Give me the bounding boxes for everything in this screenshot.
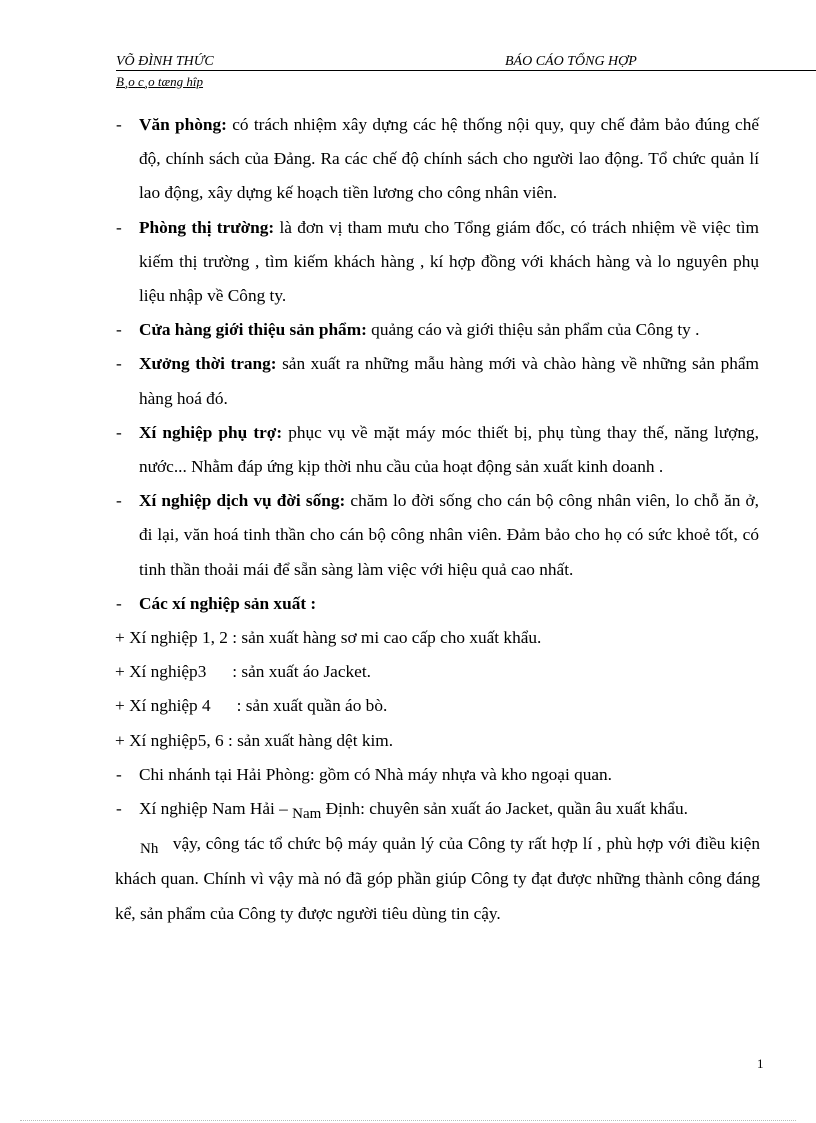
bullet-marker: -: [116, 764, 122, 784]
bullet-marker: -: [116, 354, 122, 374]
list-item-text: [139, 416, 759, 484]
list-item: [0, 108, 816, 211]
footer-rule: [20, 1120, 796, 1121]
item-heading: Cửa hàng giới thiệu sản phẩm:: [139, 320, 367, 340]
item-heading: Xí nghiệp phụ trợ:: [139, 422, 283, 442]
conclusion-lead: Nh: [140, 841, 159, 858]
header-author: VÕ ĐÌNH THỨC: [116, 54, 214, 69]
list-item: [0, 347, 816, 415]
bullet-marker: -: [116, 799, 122, 819]
sub-item-text: + Xí nghiệp3 : sản xuất áo Jacket.: [115, 662, 371, 682]
item-body: chăm lo đời sống cho cán bộ công nhân viên, lo chỗ ăn ở, đi lại, văn hoá tinh thần cho cán bộ công nhân viên. Đảm bảo cho họ có sức khoẻ tốt, có tinh thần thoải mái để sẵn sàng làm việc với hiệu quả cao nhất.: [139, 491, 759, 579]
bullet-marker: -: [116, 320, 122, 340]
item-body: phục vụ về mặt máy móc thiết bị, phụ tùng thay thế, năng lượng, nước... Nhằm đáp ứng kịp thời nhu cầu của hoạt động sản xuất kinh doanh .: [139, 422, 759, 477]
bullet-marker: -: [116, 217, 122, 237]
list-item-text: [139, 347, 759, 415]
list-item: [0, 211, 816, 314]
conclusion-text: vậy, công tác tổ chức bộ máy quản lý của Công ty rất hợp lí , phù hợp với điều kiện khách quan. Chính vì vậy mà nó đã góp phần giúp Công ty đạt được những thành công đáng kể, sản phẩm của Công ty được người tiêu dùng tin cậy.: [115, 834, 765, 923]
item-body: có trách nhiệm xây dựng các hệ thống nội quy, quy chế đảm bảo đúng chế độ, chính sách của Đảng. Ra các chế độ chính sách cho người lao động. Tổ chức quản lí lao động, xây dựng kế hoạch tiền lương cho công nhân viên.: [139, 115, 759, 203]
list-item-text: [139, 587, 759, 621]
list-item-text: [139, 484, 759, 587]
item-heading: Văn phòng:: [139, 115, 227, 134]
document-body: [0, 108, 816, 931]
list-item-text: [139, 211, 759, 314]
branch-subscript: Nam: [292, 806, 322, 823]
item-heading: Xí nghiệp dịch vụ đời sống:: [139, 491, 346, 511]
list-item: [0, 587, 816, 621]
sub-item-text: + Xí nghiệp 4 : sản xuất quần áo bò.: [115, 696, 388, 716]
sub-item: [0, 621, 816, 655]
item-body: sản xuất ra những mẫu hàng mới và chào hàng về những sản phẩm hàng hoá đó.: [139, 354, 759, 408]
list-item-text: Chi nhánh tại Hải Phòng: gồm có Nhà máy nhựa và kho ngoại quan.: [139, 764, 612, 784]
branch-text-before: Xí nghiệp Nam Hải –: [139, 799, 293, 819]
list-item-text: [139, 108, 759, 211]
branch-text-after: Định: chuyên sản xuất áo Jacket, quần âu xuất khẩu.: [321, 799, 688, 819]
header-title: BÁO CÁO TỔNG HỢP: [505, 54, 637, 69]
sub-item-text: + Xí nghiệp5, 6 : sản xuất hàng dệt kim.: [115, 730, 394, 750]
list-item: [0, 313, 816, 347]
list-item: [0, 484, 816, 587]
header-rule: [116, 70, 816, 71]
item-body: là đơn vị tham mưu cho Tổng giám đốc, có trách nhiệm về việc tìm kiếm thị trường , tìm kiếm khách hàng , kí hợp đồng với khách hàng và lo nguyên phụ liệu nhập về Công ty.: [139, 217, 759, 306]
list-item: [0, 792, 816, 827]
page-number: 1: [757, 1056, 764, 1071]
item-heading: Các xí nghiệp sản xuất :: [139, 593, 317, 613]
sub-item: [0, 724, 816, 758]
bullet-marker: -: [116, 491, 122, 511]
list-item: [0, 416, 816, 484]
sub-item: [0, 655, 816, 689]
sub-item: [0, 689, 816, 723]
sub-item-text: + Xí nghiệp 1, 2 : sản xuất hàng sơ mi cao cấp cho xuất khẩu.: [115, 628, 542, 648]
item-body: quảng cáo và giới thiệu sản phẩm của Công ty .: [366, 320, 700, 340]
list-item-text: [139, 313, 759, 347]
bullet-marker: -: [116, 593, 122, 613]
item-heading: Xưởng thời trang:: [139, 354, 277, 374]
header-subtitle: B¸o c¸o tæng hîp: [116, 74, 204, 89]
list-item: [0, 758, 816, 792]
bullet-marker: -: [116, 115, 122, 134]
conclusion-paragraph: [115, 827, 765, 931]
item-heading: Phòng thị trường:: [139, 217, 275, 237]
list-item-text: [139, 792, 759, 827]
bullet-marker: -: [116, 422, 122, 442]
